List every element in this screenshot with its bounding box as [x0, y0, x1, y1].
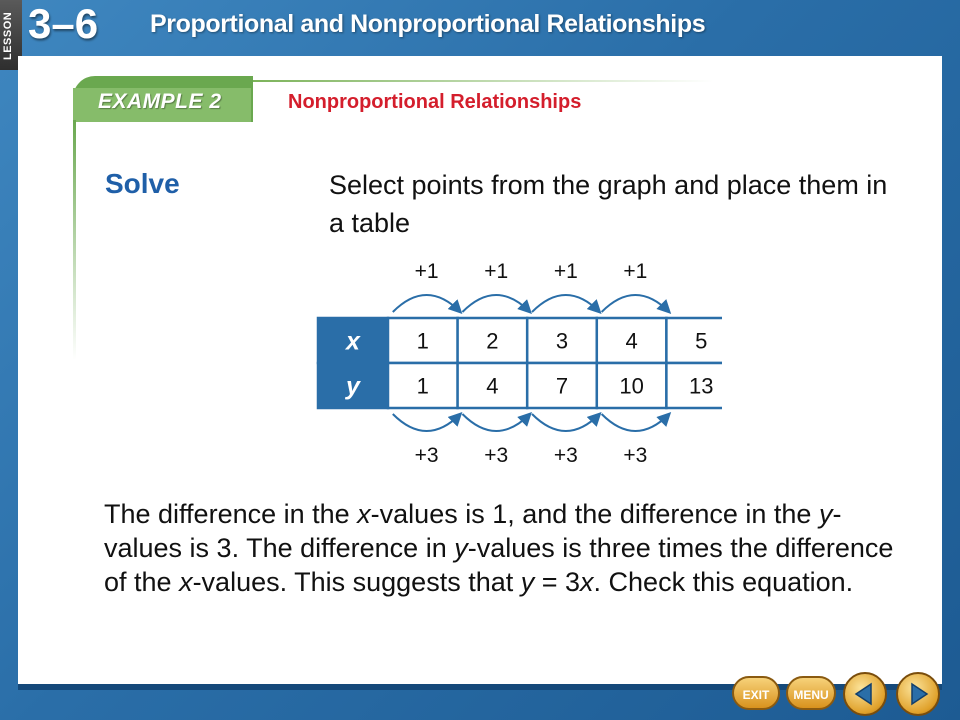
x-difference-label: +1 [484, 260, 509, 283]
next-button[interactable] [896, 672, 940, 716]
table-cell-value: 3 [555, 328, 569, 354]
y-difference-label: +3 [623, 444, 648, 462]
table-cell-value: 13 [688, 373, 714, 399]
explanation-part: -values. This suggests that [192, 567, 521, 597]
solve-label: Solve [105, 168, 180, 199]
explanation-part: = 3 [534, 567, 581, 597]
slide-content [18, 56, 942, 684]
x-difference-arrow [532, 295, 600, 312]
lesson-word: LESSON [2, 11, 14, 60]
table-cell-value: 7 [555, 373, 569, 399]
solve-instruction: Select points from the graph and place them in a table [329, 170, 888, 238]
explanation-part: -values is three times the difference of the [104, 533, 894, 597]
triangle-right-icon [898, 674, 938, 714]
table-row-header: y [346, 372, 360, 401]
explanation-var: x [179, 567, 193, 597]
explanation-part: -values is 1, and the difference in the [370, 499, 819, 529]
y-difference-label: +3 [553, 444, 578, 462]
example-label: EXAMPLE 2 [98, 90, 222, 113]
previous-button[interactable] [843, 672, 887, 716]
x-difference-arrow [462, 295, 530, 312]
table-cell-value: 4 [625, 328, 638, 354]
table-cell-value: 5 [695, 328, 708, 354]
explanation-var: y [454, 533, 468, 563]
table-cell-value: 1 [416, 328, 429, 354]
table-grid [318, 318, 722, 408]
lesson-number: 3–6 [28, 0, 99, 47]
table-cell-value: 2 [486, 328, 499, 354]
x-difference-arrow [393, 295, 461, 312]
y-difference-arrow [532, 414, 600, 431]
y-difference-label: +3 [414, 444, 439, 462]
explanation-var: x [357, 499, 371, 529]
exit-button[interactable]: EXIT [732, 676, 780, 710]
explanation-var: y [818, 499, 833, 529]
example-title: Nonproportional Relationships [288, 91, 582, 113]
x-difference-label: +1 [623, 260, 648, 283]
y-difference-label: +3 [484, 444, 509, 462]
menu-button[interactable]: MENU [786, 676, 836, 710]
explanation-text [104, 497, 904, 599]
table-cell-value: 1 [416, 373, 429, 399]
explanation-part: -values is 3. The difference in [104, 499, 842, 563]
triangle-left-icon [845, 674, 885, 714]
table-cell-value: 4 [486, 373, 499, 399]
y-difference-arrow [393, 414, 461, 431]
x-difference-label: +1 [414, 260, 439, 283]
lesson-title: Proportional and Nonproportional Relationships [150, 10, 706, 38]
x-difference-label: +1 [553, 260, 578, 283]
xy-table [282, 256, 722, 462]
explanation-part: The difference in the [104, 499, 358, 529]
example-divider [253, 80, 713, 82]
explanation-var: y [520, 567, 535, 597]
lesson-header [0, 0, 960, 60]
y-difference-arrow [602, 414, 670, 431]
table-cell-value: 10 [619, 373, 644, 399]
x-difference-arrow [602, 295, 670, 312]
explanation-part: . Check this equation. [593, 567, 854, 597]
table-row-header: x [346, 327, 360, 356]
example-side-rule [73, 120, 76, 360]
y-difference-arrow [462, 414, 530, 431]
explanation-var: x [580, 567, 594, 597]
